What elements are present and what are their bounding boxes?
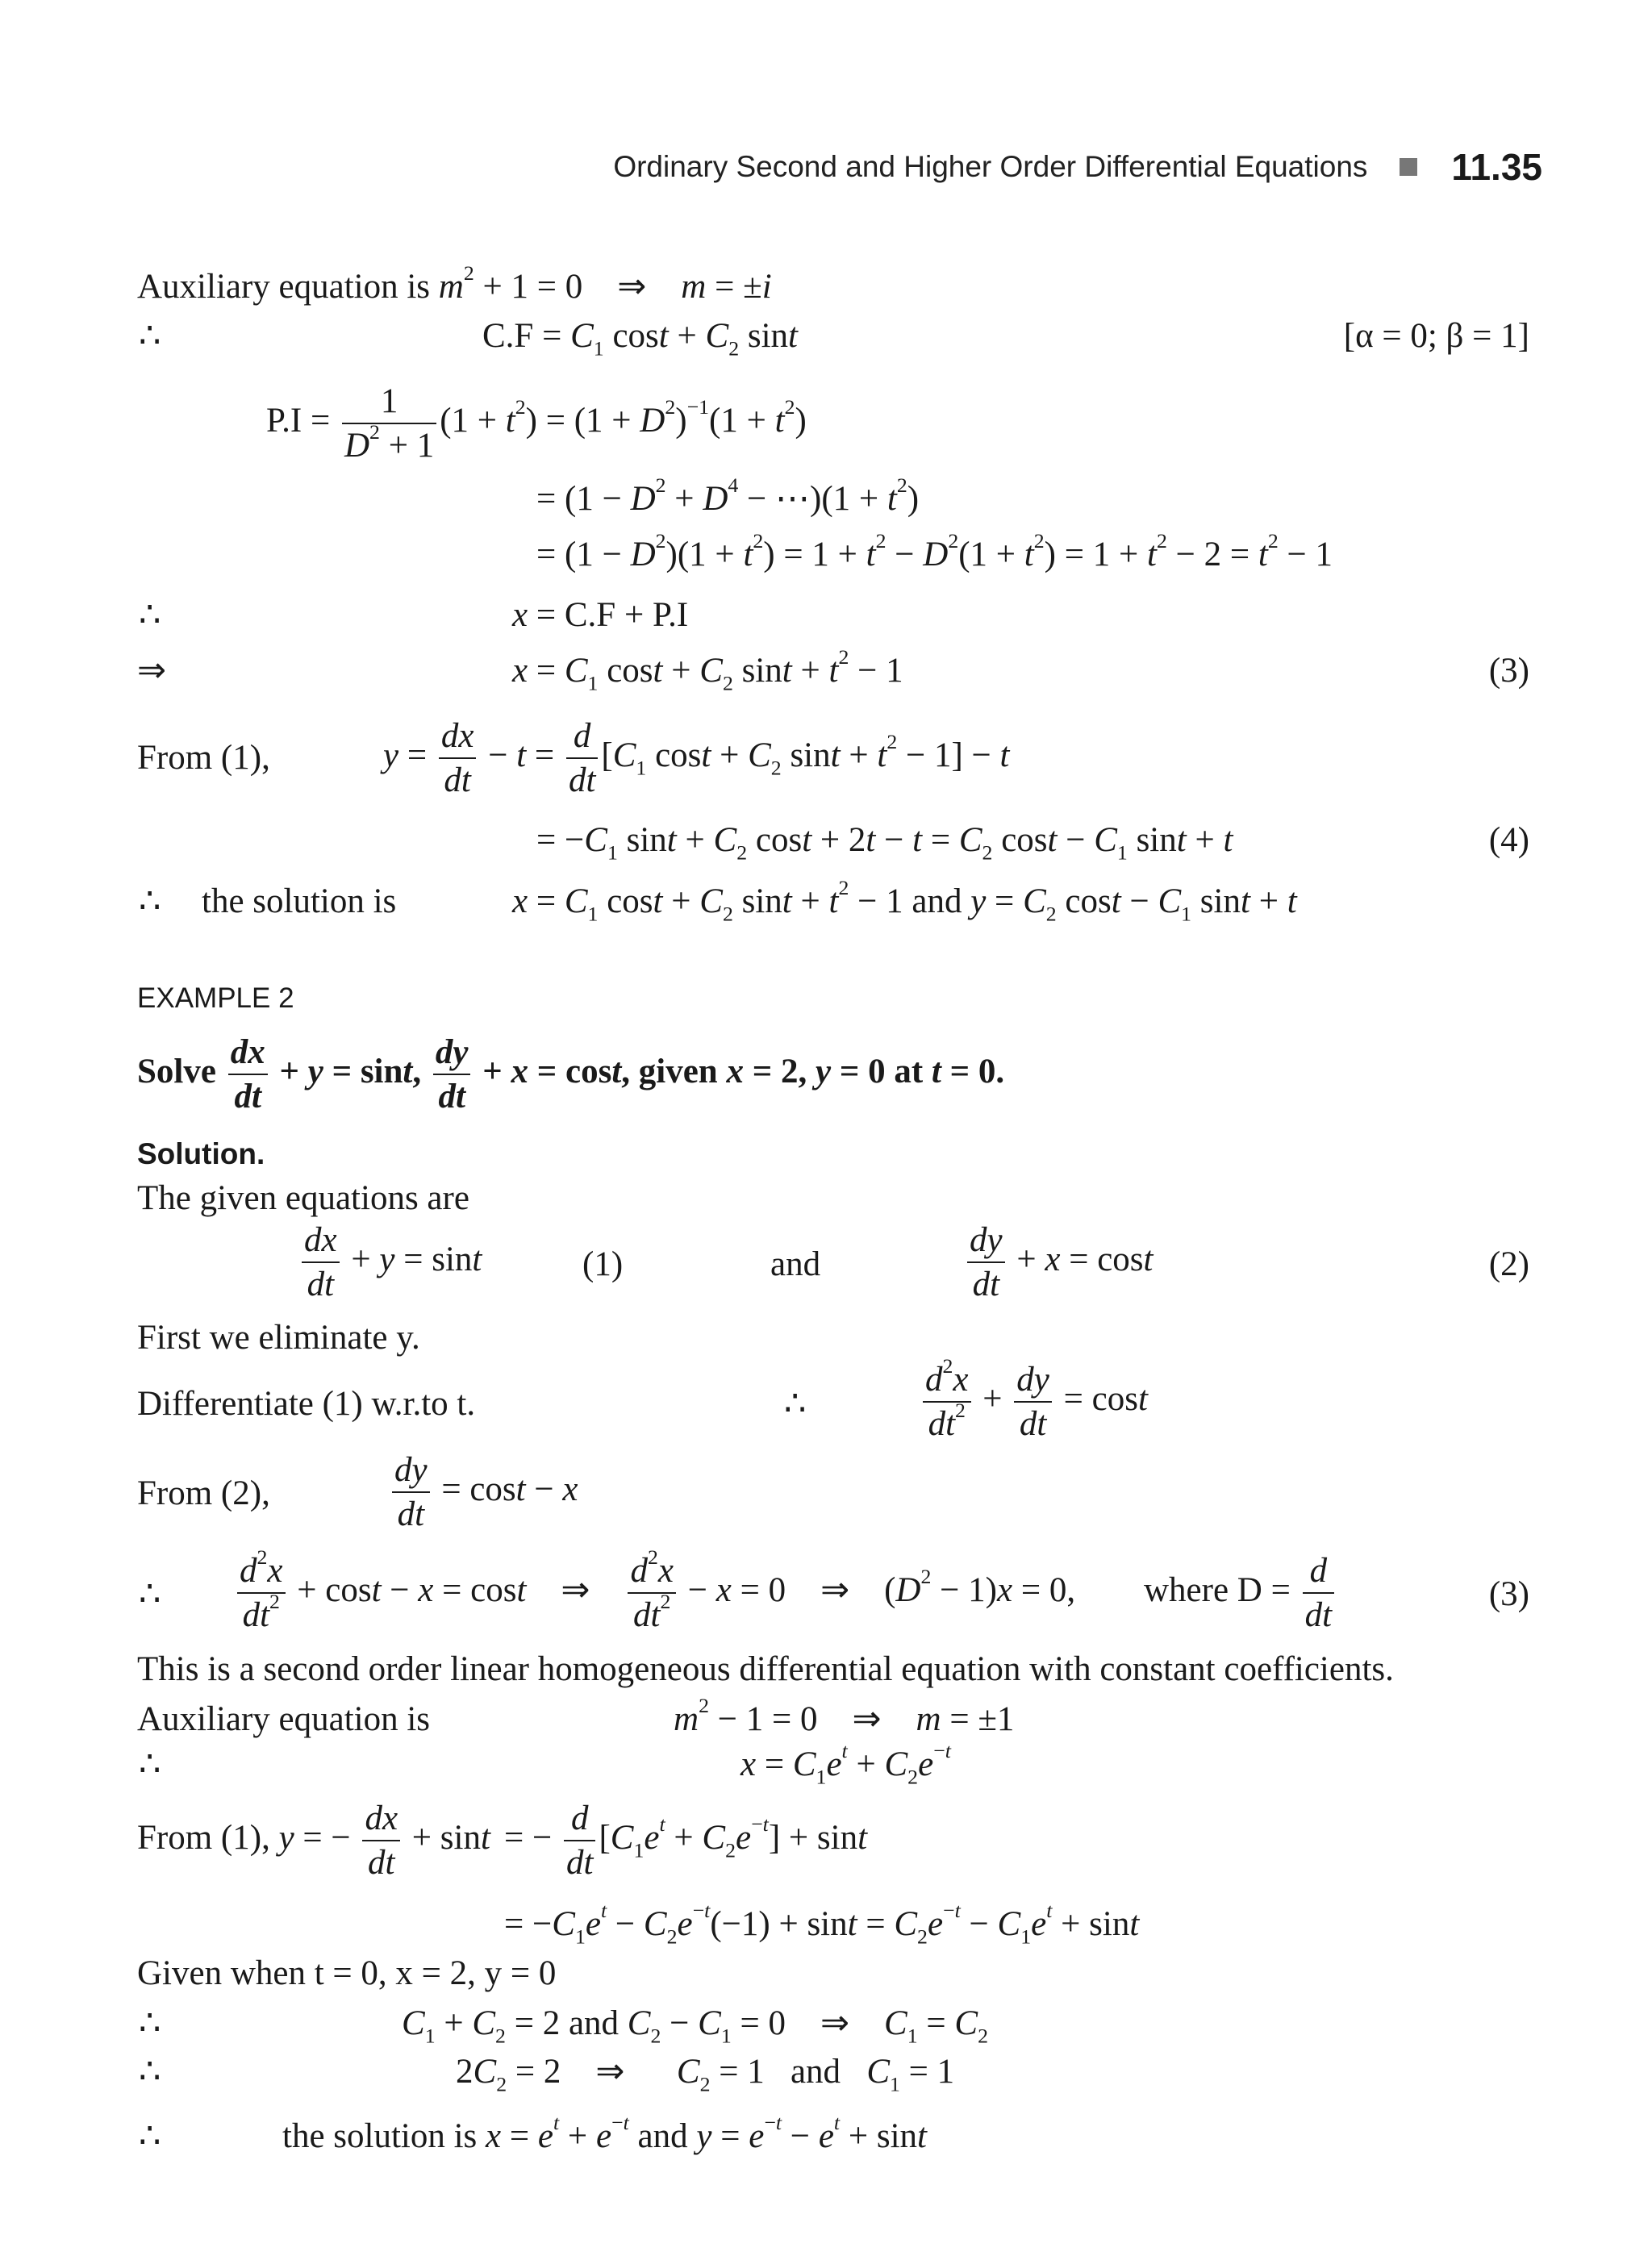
differentiate-text: Differentiate (1) w.r.to t. <box>137 1385 476 1423</box>
implies-icon: ⇒ <box>137 652 167 690</box>
running-title: Ordinary Second and Higher Order Differential Equations <box>613 150 1368 183</box>
where-d-def: where D = $\frac{d}{dt}$ <box>1144 1553 1337 1633</box>
square-bullet-icon <box>1400 158 1417 176</box>
from2-label: From (2), <box>137 1474 270 1512</box>
aux-label: Auxiliary equation is <box>137 1700 431 1738</box>
eliminate-text: First we eliminate y. <box>137 1319 420 1357</box>
aux-eq-label: Auxiliary equation is <box>137 268 431 306</box>
therefore-icon: ∴ <box>784 1385 807 1423</box>
final-solution-label: the solution is <box>282 2117 478 2155</box>
final-solution-1: $x = C_1$ $\cos t + C_2$ $\sin t + t^2 - 1$ and $y = C_2$ $\cos t - C_1$ sint + t <box>512 876 1297 926</box>
combined-eq: $\frac{d^2x}{dt^2}$ + cost − x = cost ⇒ $\frac{d^2x}{dt^2}$ − x = 0 ⇒ $(D^2 - 1)x = 0$, <box>234 1553 1075 1633</box>
y-result-eq: = $-C_1$ $\sin t + C_2$ $\cos t + 2t - t = C_2$ $\cos t - C_1$ sint + t <box>536 821 1233 865</box>
running-header <box>613 145 1542 189</box>
therefore-icon: ∴ <box>139 317 161 355</box>
therefore-icon: ∴ <box>139 2117 161 2155</box>
general-x-eq: x = C.F + P.I <box>512 596 689 634</box>
therefore-icon: ∴ <box>139 596 161 634</box>
x-general-eq: $x = C_1e^t + C_2e^{-t}$ <box>740 1739 951 1789</box>
equation-2: $\frac{dy}{dt}$ + x = cost <box>964 1222 1153 1303</box>
eq-number-3a: (3) <box>1488 652 1529 690</box>
solution-label: the solution is <box>202 882 397 920</box>
given-eqs-text: The given equations are <box>137 1179 469 1217</box>
eq-number-3b: (3) <box>1488 1575 1529 1613</box>
y-expanded-eq: = $-C_1e^t - C_2e^{-t}(-1) + \sin t = C_2e^{-t} - C_1e^t + \sin t$ <box>504 1899 1140 1949</box>
y-derivation-eq: y = $\frac{dx}{dt}$ − t = $\frac{d}{dt}$ [$C_1$ $\cos t + C_2$ $\sin t + t^2 - 1] - t$ <box>383 717 1010 800</box>
cf-equation: $C.F = C_1$ $\cos t + C_2$ sint <box>482 317 798 361</box>
constants-eq-2: $2C_2 = 2$ ⇒ $C_2 = 1$ and $C_1 = 1$ <box>456 2053 955 2096</box>
therefore-icon: ∴ <box>139 2004 161 2042</box>
eq-number-4: (4) <box>1488 821 1529 859</box>
cf-condition: [α = 0; β = 1] <box>1343 317 1529 355</box>
pi-result: = $(1 - D^2)(1 + t^2) = 1 + t^2 - D^2(1 + t^2) = 1 + t^2 - 2 = t^2 - 1$ <box>536 529 1333 573</box>
problem-statement: Solve $\frac{dx}{dt}$ + y = sint, $\frac{dy}{dt}$ + x = cost, given x = 2, y = 0 at t = 0. <box>137 1033 1005 1116</box>
solution-heading: Solution. <box>137 1137 265 1170</box>
equation-1: $\frac{dx}{dt}$ + y = sint <box>298 1222 482 1303</box>
eq-number-2: (2) <box>1488 1245 1529 1283</box>
example-heading: EXAMPLE 2 <box>137 982 294 1014</box>
y-derivative-eq: = − $\frac{d}{dt}$ $[C_1e^t + C_2e^{-t}] + \sin t$ <box>504 1799 868 1883</box>
dy-dt-eq: $\frac{dy}{dt}$ = cost − x <box>389 1452 578 1532</box>
second-derivative-eq: $\frac{d^2x}{dt^2}$ + $\frac{dy}{dt}$ = cost <box>920 1362 1148 1442</box>
constants-eq-1: $C_1 + C_2 = 2$ and $C_2 - C_1 = 0$ ⇒ $C_1 = C_2$ <box>402 2004 988 2048</box>
therefore-icon: ∴ <box>139 882 161 920</box>
therefore-icon: ∴ <box>139 1745 161 1783</box>
therefore-icon: ∴ <box>139 2053 161 2091</box>
from1-label: From (1), <box>137 739 270 777</box>
aux-eq-2: $m^2 - 1 = 0$ ⇒ m = ±1 <box>674 1694 1015 1738</box>
eq-number-1: (1) <box>582 1245 624 1283</box>
where-text: where D = <box>1144 1571 1291 1610</box>
solve-label: Solve <box>137 1053 216 1091</box>
pi-equation: P.I = $\frac{1}{D^2 + 1}$ $(1 + t^2) = (1 + D^2)^{-1}(1 + t^2)$ <box>266 382 807 465</box>
pi-expansion: = ($1 - D^2 + D^4$ − ⋯)(1 + $t^2$) <box>536 473 920 518</box>
homog-text: This is a second order linear homogeneous differential equation with constant coefficients. <box>137 1650 1394 1688</box>
therefore-icon: ∴ <box>139 1575 161 1613</box>
x-solution-eq: $x = C_1$ $\cos t + C_2$ $\sin t + t^2 - 1$ <box>512 645 903 695</box>
from1-label-2: From (1), <box>137 1819 270 1858</box>
and-word: and <box>770 1245 821 1283</box>
given-when-text: Given when t = 0, x = 2, y = 0 <box>137 1954 557 1992</box>
aux-eq-line-1: Auxiliary equation is $m^2 + 1 = 0$ ⇒ m = ±i <box>137 261 772 306</box>
y-from1-eq: From (1), y = − $\frac{dx}{dt}$ + sint <box>137 1799 490 1883</box>
page-number: 11.35 <box>1451 146 1542 188</box>
final-solution-2: the solution is $x = e^t + e^{-t}$ and $y = e^{-t} - e^t + \sin t$ <box>282 2111 927 2155</box>
